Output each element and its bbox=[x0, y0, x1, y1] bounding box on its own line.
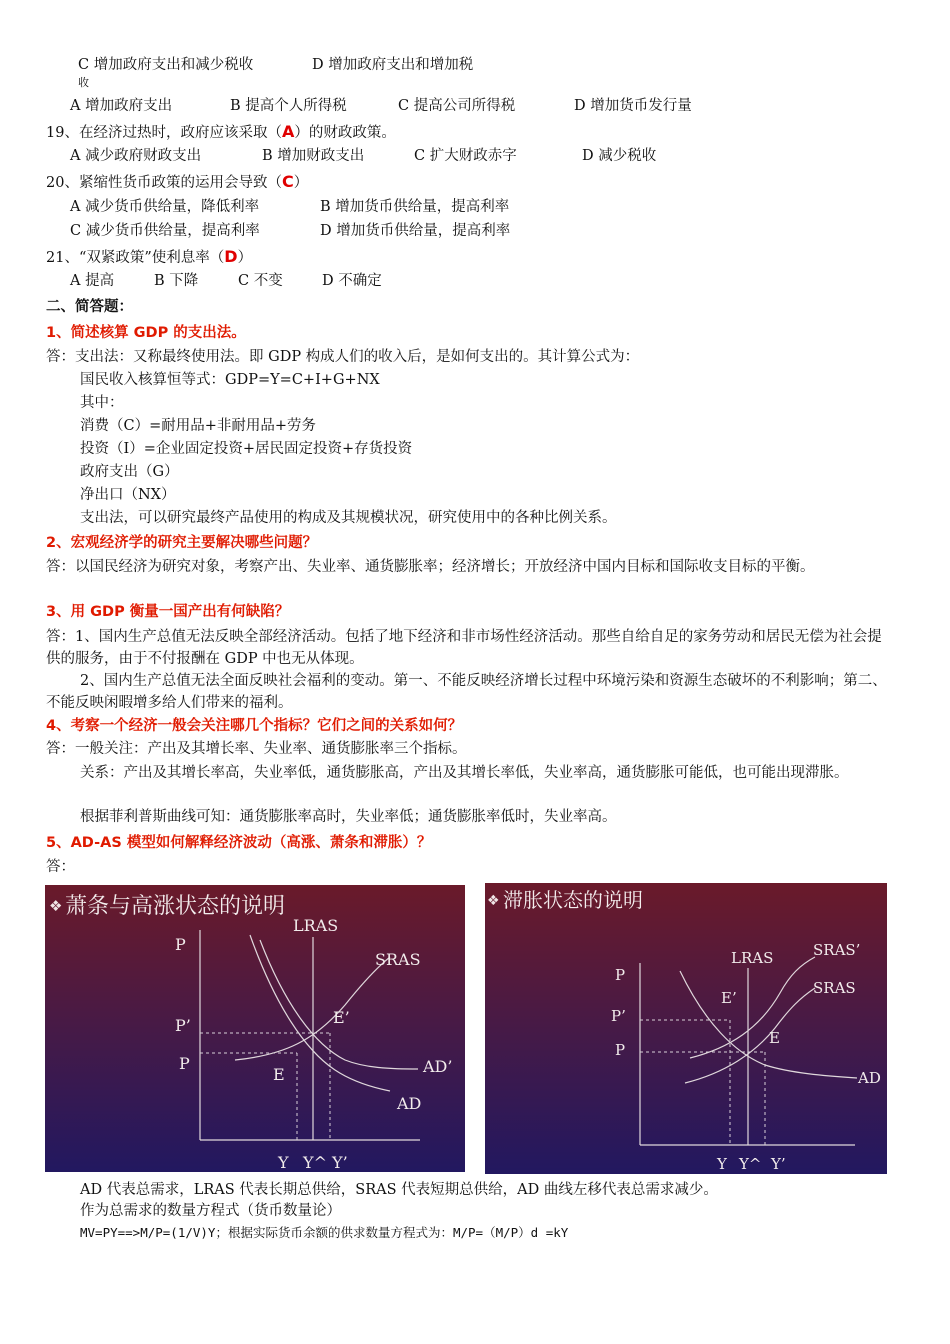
fig2-label-y: Y bbox=[717, 1155, 727, 1173]
fig2-bullet-icon: ❖ bbox=[487, 893, 500, 909]
q18-option-b: B 提高个人所得税 bbox=[230, 98, 347, 114]
fig1-label-e: E bbox=[273, 1065, 285, 1084]
figure-stagflation bbox=[485, 883, 887, 1174]
q1-line-investment: 投资（I）=企业固定投资+居民固定投资+存货投资 bbox=[80, 441, 413, 457]
question-4-answer-2: 关系：产出及其增长率高，失业率低，通货膨胀高，产出及其增长率低，失业率高，通货膨胀可能低，也可能出现滞胀。 bbox=[80, 765, 849, 781]
q21-option-d: D 不确定 bbox=[322, 273, 382, 289]
q19-stem-post: ）的财政政策。 bbox=[294, 125, 396, 141]
q5-after-1: AD 代表总需求，LRAS 代表长期总供给，SRAS 代表短期总供给，AD 曲线左移代表总需求减少。 bbox=[80, 1182, 718, 1198]
fig1-label-sras: SRAS bbox=[375, 950, 421, 969]
q18-option-c: C 提高公司所得税 bbox=[398, 98, 516, 114]
fig1-label-ad: AD bbox=[397, 1094, 422, 1113]
q18-options bbox=[70, 97, 692, 115]
fig1-label-p-prime: P’ bbox=[175, 1016, 191, 1035]
q20-option-d: D 增加货币供给量，提高利率 bbox=[320, 223, 511, 239]
question-3-answer-1: 答：1、国内生产总值无法反映全部经济活动。包括了地下经济和非市场性经济活动。那些自给自足的家务劳动和居民无偿为社会提供的服务，由于不付报酬在 GDP 中也无从体现。 bbox=[46, 629, 882, 667]
q21-stem-pre: 21、“双紧政策”使利息率（ bbox=[46, 250, 225, 266]
fig1-title: 萧条与高涨状态的说明 bbox=[65, 894, 286, 919]
q5-after-3: MV=PY==>M/P=(1/V)Y；根据实际货币余额的供求数量方程式为：M/P=（M/P）d =kY bbox=[80, 1225, 569, 1240]
q1-line-netexport: 净出口（NX） bbox=[80, 487, 176, 503]
question-1-title: 1、简述核算 GDP 的支出法。 bbox=[46, 325, 246, 341]
q21-stem bbox=[46, 248, 252, 267]
prev-option-wrap: 收 bbox=[78, 76, 89, 89]
q18-option-a: A 增加政府支出 bbox=[70, 98, 173, 114]
fig2-label-sras: SRAS bbox=[813, 979, 856, 997]
q21-option-a: A 提高 bbox=[70, 273, 115, 289]
question-3-answer-2: 2、国内生产总值无法全面反映社会福利的变动。第一、不能反映经济增长过程中环境污染和资源生态破坏的不利影响；第二、不能反映闲暇增多给人们带来的福利。 bbox=[46, 673, 887, 711]
q19-option-a: A 减少政府财政支出 bbox=[70, 148, 202, 164]
question-2-title: 2、宏观经济学的研究主要解决哪些问题？ bbox=[46, 535, 318, 551]
q20-answer: C bbox=[281, 172, 294, 191]
fig1-label-p: P bbox=[179, 1054, 190, 1073]
fig1-bullet-icon: ❖ bbox=[49, 897, 63, 915]
fig2-label-y-hat: Y^ bbox=[739, 1155, 762, 1173]
question-4-title: 4、考察一个经济一般会关注哪几个指标？它们之间的关系如何？ bbox=[46, 718, 463, 734]
figure-recession-boom bbox=[45, 885, 465, 1172]
question-4-answer-1: 答：一般关注：产出及其增长率、失业率、通货膨胀率三个指标。 bbox=[46, 741, 467, 757]
q18-option-d: D 增加货币发行量 bbox=[574, 98, 692, 114]
fig2-label-e-prime: E’ bbox=[721, 989, 737, 1007]
q19-answer: A bbox=[281, 122, 295, 141]
q20-option-b: B 增加货币供给量，提高利率 bbox=[320, 199, 510, 215]
q20-stem-pre: 20、紧缩性货币政策的运用会导致（ bbox=[46, 175, 282, 191]
prev-option-c: C 增加政府支出和减少税收 bbox=[78, 57, 254, 73]
fig2-label-p: P bbox=[615, 1041, 626, 1059]
q21-stem-post: ） bbox=[237, 250, 253, 266]
q1-line-government: 政府支出（G） bbox=[80, 464, 179, 480]
q1-line-summary: 支出法，可以研究最终产品使用的构成及其规模状况，研究使用中的各种比例关系。 bbox=[80, 510, 617, 526]
q21-option-b: B 下降 bbox=[154, 273, 199, 289]
question-4-answer-3: 根据菲利普斯曲线可知：通货膨胀率高时，失业率低；通货膨胀率低时，失业率高。 bbox=[80, 809, 617, 825]
fig1-label-y-hat: Y^ bbox=[303, 1153, 327, 1172]
q5-after-2: 作为总需求的数量方程式（货币数量论） bbox=[80, 1203, 341, 1219]
q21-answer: D bbox=[224, 247, 238, 266]
fig1-label-e-prime: E’ bbox=[333, 1008, 350, 1027]
q20-options-row2 bbox=[70, 222, 510, 240]
q1-line-among: 其中： bbox=[80, 395, 124, 411]
q1-line-identity: 国民收入核算恒等式：GDP=Y=C+I+G+NX bbox=[80, 372, 380, 388]
q19-option-c: C 扩大财政赤字 bbox=[414, 148, 517, 164]
fig2-label-p-axis: P bbox=[615, 966, 626, 984]
question-5-title: 5、AD-AS 模型如何解释经济波动（高涨、萧条和滞胀）？ bbox=[46, 835, 432, 851]
fig2-label-p-prime: P’ bbox=[611, 1007, 626, 1025]
q19-option-d: D 减少税收 bbox=[582, 148, 657, 164]
q19-options bbox=[70, 147, 656, 165]
q20-stem-post: ） bbox=[293, 175, 309, 191]
question-3-title: 3、用 GDP 衡量一国产出有何缺陷？ bbox=[46, 604, 290, 620]
fig2-label-y-prime: Y’ bbox=[771, 1155, 786, 1173]
prev-option-d: D 增加政府支出和增加税 bbox=[312, 57, 474, 73]
q20-stem bbox=[46, 173, 308, 192]
fig2-label-sras-prime: SRAS’ bbox=[813, 941, 861, 959]
q21-option-c: C 不变 bbox=[238, 273, 283, 289]
fig1-label-y-prime: Y’ bbox=[332, 1153, 348, 1172]
question-5-answer: 答： bbox=[46, 859, 75, 875]
fig2-label-ad: AD bbox=[858, 1069, 881, 1087]
question-2-answer: 答：以国民经济为研究对象，考察产出、失业率、通货膨胀率；经济增长；开放经济中国内目标和国际收支目标的平衡。 bbox=[46, 559, 815, 575]
q19-stem bbox=[46, 123, 396, 142]
fig1-label-ad-prime: AD’ bbox=[423, 1057, 453, 1076]
q20-option-a: A 减少货币供给量，降低利率 bbox=[70, 199, 260, 215]
fig2-label-lras: LRAS bbox=[731, 949, 774, 967]
fig1-label-lras: LRAS bbox=[293, 916, 339, 935]
q20-option-c: C 减少货币供给量，提高利率 bbox=[70, 223, 260, 239]
fig1-label-p-axis: P bbox=[175, 935, 186, 954]
section-title: 二、简答题： bbox=[46, 299, 133, 315]
q19-option-b: B 增加财政支出 bbox=[262, 148, 365, 164]
q20-options-row1 bbox=[70, 198, 509, 216]
q19-stem-pre: 19、在经济过热时，政府应该采取（ bbox=[46, 125, 282, 141]
fig2-label-e: E bbox=[769, 1029, 780, 1047]
question-1-answer: 答：支出法：又称最终使用法。即 GDP 构成人们的收入后，是如何支出的。其计算公式为： bbox=[46, 349, 640, 365]
fig2-title: 滞胀状态的说明 bbox=[503, 888, 643, 912]
fig1-label-y: Y bbox=[278, 1153, 289, 1172]
q1-line-consumption: 消费（C）=耐用品+非耐用品+劳务 bbox=[80, 418, 317, 434]
q21-options bbox=[70, 272, 382, 290]
